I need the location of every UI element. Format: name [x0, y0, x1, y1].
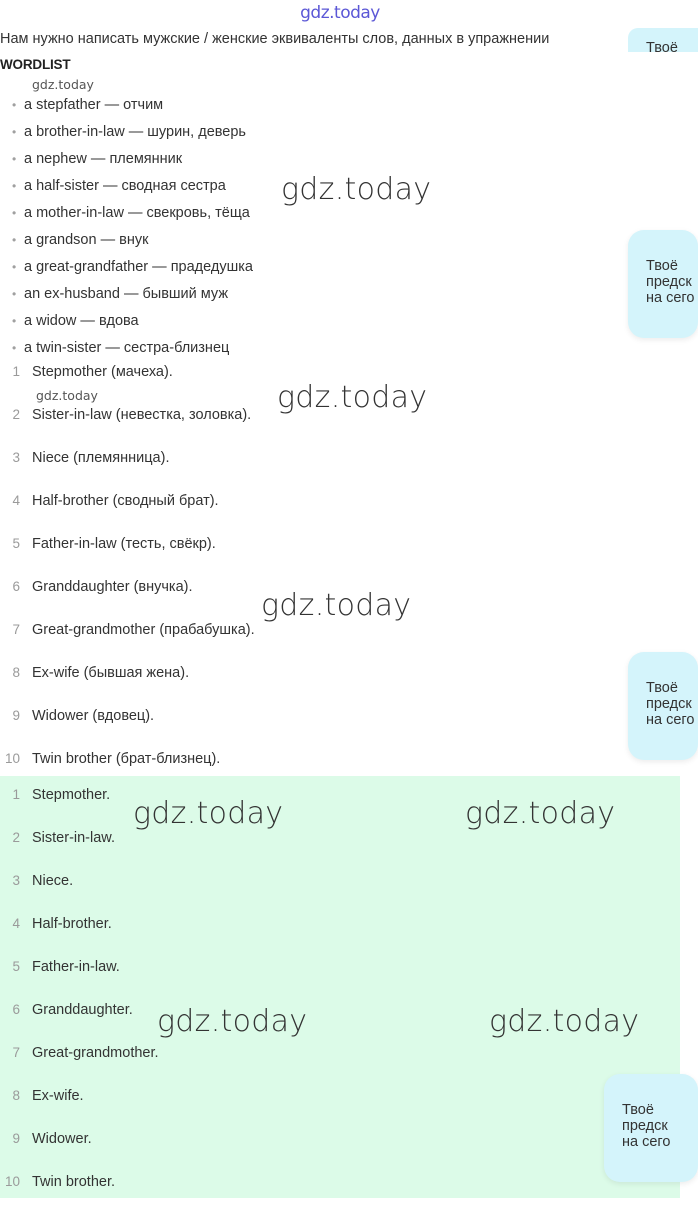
answer-item: 2 Sister-in-law.	[12, 830, 115, 846]
promo-text: Твоё	[646, 258, 678, 274]
answers-with-translation	[0, 364, 255, 794]
promo-text: предск	[646, 696, 692, 712]
answer-item: 1 Stepmother (мачеха).	[12, 364, 173, 380]
bullet-icon: •	[12, 124, 17, 139]
answer-item: 3 Niece.	[12, 873, 74, 889]
watermark: gdz.today	[465, 796, 616, 831]
watermark: gdz.today	[281, 172, 432, 207]
wordlist-item: • a mother-in-law — свекровь, тёща	[12, 204, 250, 221]
answer-item: 4 Half-brother (сводный брат).	[12, 493, 219, 509]
answer-item: 8 Ex-wife (бывшая жена).	[12, 665, 190, 681]
wordlist-item: • a great-grandfather — прадедушка	[12, 258, 253, 275]
promo-text: предск	[646, 274, 692, 290]
site-logo[interactable]: gdz.today	[300, 3, 380, 23]
promo-card[interactable]	[628, 652, 698, 760]
wordlist-heading: WORDLIST	[0, 57, 71, 72]
watermark: gdz.today	[277, 380, 428, 415]
bullet-icon: •	[12, 232, 17, 247]
answer-item: 4 Half-brother.	[12, 916, 112, 932]
answer-item: 8 Ex-wife.	[12, 1088, 84, 1104]
wordlist	[12, 91, 253, 361]
promo-text: Твоё	[646, 40, 678, 56]
bullet-icon: •	[12, 205, 17, 220]
bullet-icon: •	[12, 286, 17, 301]
bullet-icon: •	[12, 178, 17, 193]
task-description: Нам нужно написать мужские / женские эквиваленты слов, данных в упражнении	[0, 31, 550, 47]
answer-item: 9 Widower (вдовец).	[12, 708, 155, 724]
watermark: gdz.today	[133, 796, 284, 831]
promo-text: Твоё	[646, 680, 678, 696]
promo-text: предск	[622, 1118, 668, 1134]
bullet-icon: •	[12, 313, 17, 328]
answer-item: 5 Father-in-law.	[12, 959, 120, 975]
promo-text: на сего	[646, 290, 695, 306]
watermark: gdz.today	[32, 77, 94, 92]
bullet-icon: •	[12, 97, 17, 112]
wordlist-item: • a stepfather — отчим	[12, 96, 164, 113]
promo-card[interactable]	[628, 230, 698, 338]
promo-text: на сего	[622, 1134, 671, 1150]
promo-card[interactable]	[604, 1074, 698, 1182]
bullet-icon: •	[12, 259, 17, 274]
answer-item: 1 Stepmother.	[12, 787, 111, 803]
bullet-icon: •	[12, 151, 17, 166]
answer-item: 7 Great-grandmother (прабабушка).	[12, 622, 255, 638]
watermark: gdz.today	[36, 388, 98, 403]
answer-item: 3 Niece (племянница).	[12, 450, 170, 466]
promo-text: на сего	[646, 712, 695, 728]
short-answers	[0, 787, 159, 1217]
answer-item: 2 Sister-in-law (невестка, золовка).	[12, 407, 252, 423]
promo-card-partial[interactable]	[628, 28, 698, 56]
wordlist-item: • a brother-in-law — шурин, деверь	[12, 123, 246, 140]
wordlist-item: • a grandson — внук	[12, 231, 149, 248]
answer-item: 7 Great-grandmother.	[12, 1045, 159, 1061]
answer-item: 10 Twin brother (брат-близнец).	[4, 751, 221, 767]
wordlist-item: • a half-sister — сводная сестра	[12, 177, 226, 194]
answer-item: 10 Twin brother.	[4, 1174, 116, 1190]
wordlist-item: • a widow — вдова	[12, 312, 139, 329]
answer-item: 5 Father-in-law (тесть, свёкр).	[12, 536, 216, 552]
answer-item: 6 Granddaughter.	[12, 1002, 133, 1018]
answer-item: 9 Widower.	[12, 1131, 92, 1147]
wordlist-item: • an ex-husband — бывший муж	[12, 285, 229, 302]
wordlist-item: • a twin-sister — сестра-близнец	[12, 339, 230, 356]
watermark: gdz.today	[261, 588, 412, 623]
watermark: gdz.today	[489, 1004, 640, 1039]
promo-text: Твоё	[622, 1102, 654, 1118]
wordlist-item: • a nephew — племянник	[12, 150, 183, 167]
watermark: gdz.today	[157, 1004, 308, 1039]
bullet-icon: •	[12, 340, 17, 355]
answer-item: 6 Granddaughter (внучка).	[12, 579, 193, 595]
